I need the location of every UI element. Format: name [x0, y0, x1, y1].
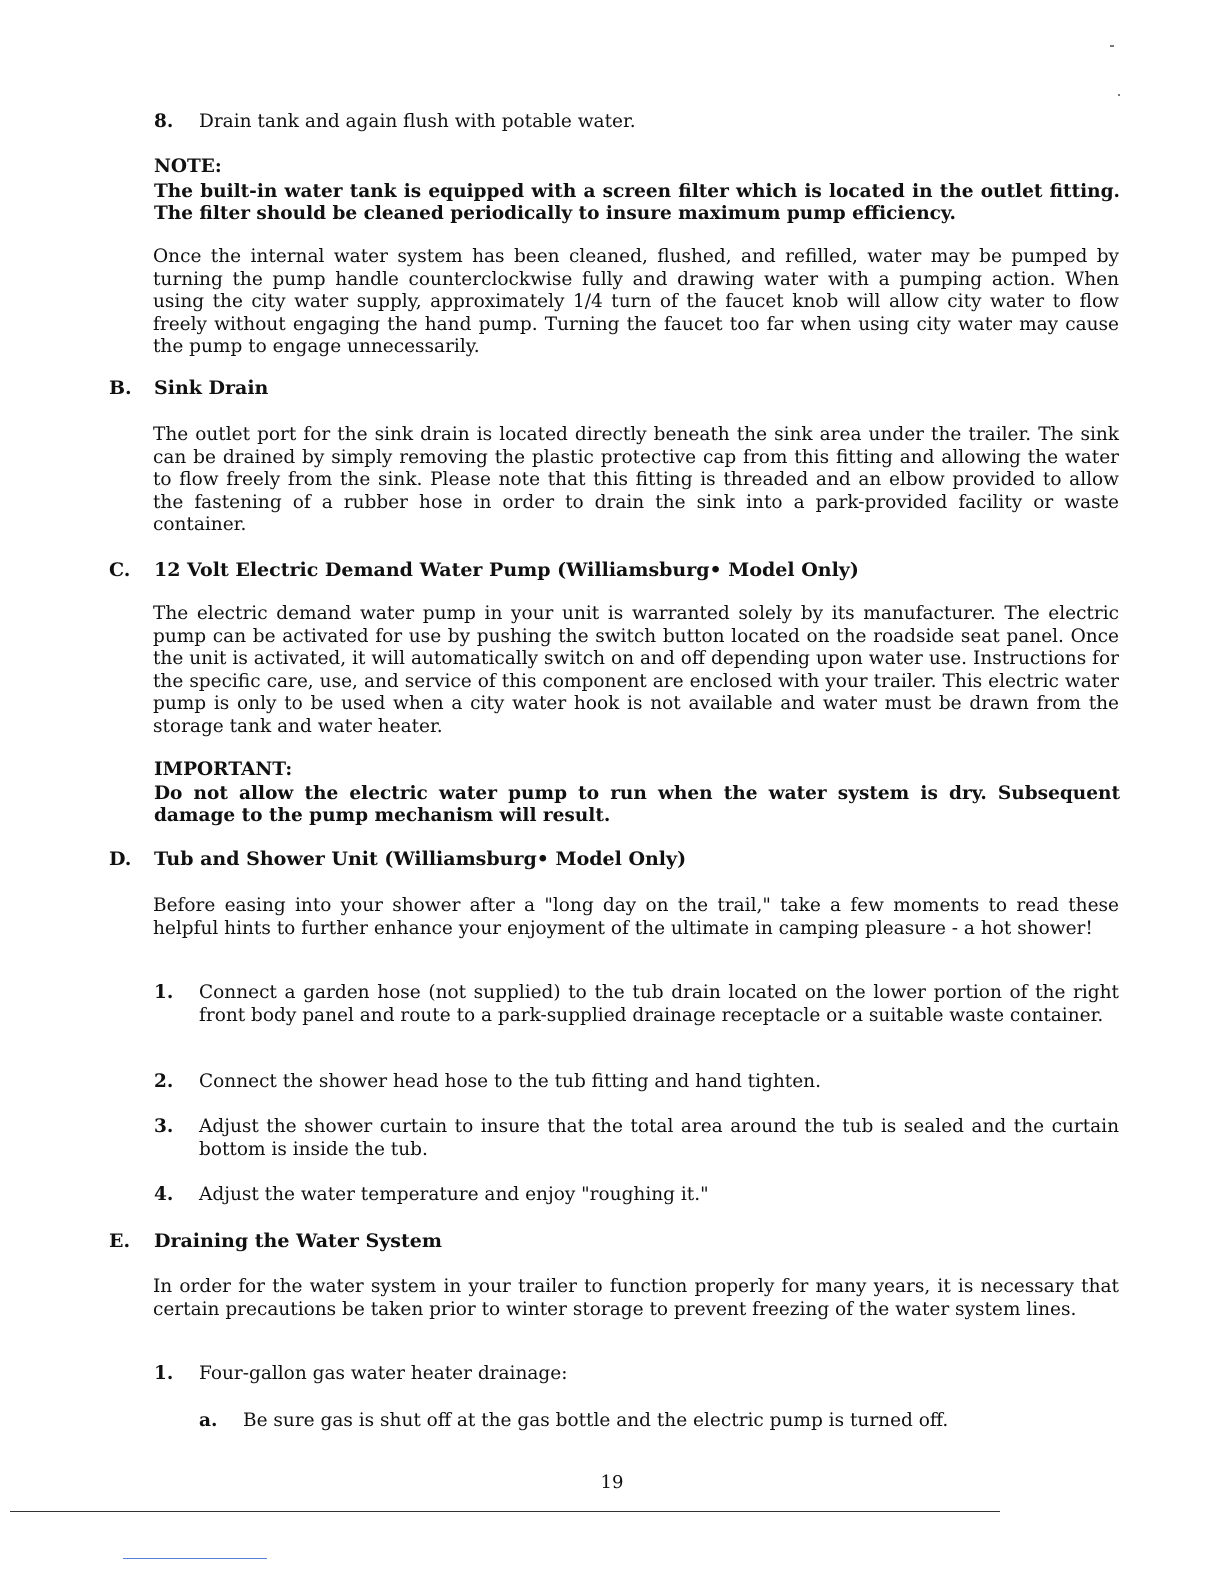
list-item-text: Connect the shower head hose to the tub fitting and hand tighten. [199, 1071, 821, 1092]
list-item-number: 4. [154, 1184, 174, 1205]
list-item-number: 3. [154, 1116, 174, 1137]
sub-item-letter: a. [199, 1410, 218, 1431]
list-item-number: 2. [154, 1071, 174, 1092]
section-c-title: 12 Volt Electric Demand Water Pump (Williamsburg• Model Only) [154, 559, 859, 581]
important-text: Do not allow the electric water pump to run when the water system is dry. Subsequent damage to the pump mechanism will result. [154, 783, 1120, 826]
intro-paragraph: Once the internal water system has been cleaned, flushed, and refilled, water may be pumped by turning the pump handle counterclockwise fully and drawing water with a pumping action. When using the city water supply, approximately 1/4 turn of the faucet knob will allow city water to flow freely without engaging the hand pump. Turning the faucet too far when using city water may cause the pump to engage unnecessarily. [153, 246, 1119, 357]
section-d-text: Before easing into your shower after a "long day on the trail," take a few moments to read these helpful hints to further enhance your enjoyment of the ultimate in camping pleasure - a hot shower! [153, 895, 1119, 939]
section-b-text: The outlet port for the sink drain is located directly beneath the sink area under the trailer. The sink can be drained by simply removing the plastic protective cap from this fitting and allowing the water to flow freely from the sink. Please note that this fitting is threaded and an elbow provided to allow the fastening of a rubber hose in order to drain the sink into a park-provided facility or waste container. [153, 424, 1119, 535]
section-d-letter: D. [109, 848, 132, 870]
list-item-text: Adjust the shower curtain to insure that the total area around the tub is sealed and the curtain bottom is inside the tub. [199, 1116, 1119, 1160]
scan-speck [1118, 94, 1120, 96]
section-e-letter: E. [109, 1230, 131, 1252]
section-e-text: In order for the water system in your trailer to function properly for many years, it is necessary that certain precautions be taken prior to winter storage to prevent freezing of the water system lines. [153, 1276, 1119, 1320]
list-item-text: Adjust the water temperature and enjoy "roughing it." [199, 1184, 709, 1205]
list-item-number: 1. [154, 1363, 174, 1384]
scan-edge-line [123, 1558, 267, 1559]
section-b-title: Sink Drain [154, 377, 269, 399]
section-d-title: Tub and Shower Unit (Williamsburg• Model Only) [154, 848, 687, 870]
step-8-number: 8. [154, 111, 174, 132]
section-b-letter: B. [109, 377, 132, 399]
section-c-letter: C. [109, 559, 131, 581]
scan-speck [1110, 45, 1114, 47]
footer-rule [10, 1511, 1000, 1512]
list-item-text: Four-gallon gas water heater drainage: [199, 1363, 568, 1384]
page-number: 19 [600, 1472, 624, 1493]
section-e-title: Draining the Water System [154, 1230, 442, 1252]
section-c-text: The electric demand water pump in your unit is warranted solely by its manufacturer. The electric pump can be activated for use by pushing the switch button located on the roadside seat panel. Once the unit is activated, it will automatically switch on and off depending upon water use. Instructions for the specific care, use, and service of this component are enclosed with your trailer. This electric water pump is only to be used when a city water hook is not available and water must be drawn from the storage tank and water heater. [153, 603, 1119, 737]
important-label: IMPORTANT: [154, 759, 293, 780]
list-item-number: 1. [154, 982, 174, 1003]
note-label: NOTE: [154, 156, 222, 177]
step-8-text: Drain tank and again flush with potable water. [199, 111, 636, 132]
sub-item-text: Be sure gas is shut off at the gas bottle and the electric pump is turned off. [243, 1410, 949, 1431]
note-text: The built-in water tank is equipped with a screen filter which is located in the outlet fitting. The filter should be cleaned periodically to insure maximum pump efficiency. [154, 181, 1120, 224]
list-item-text: Connect a garden hose (not supplied) to the tub drain located on the lower portion of the right front body panel and route to a park-supplied drainage receptacle or a suitable waste container. [199, 982, 1119, 1026]
